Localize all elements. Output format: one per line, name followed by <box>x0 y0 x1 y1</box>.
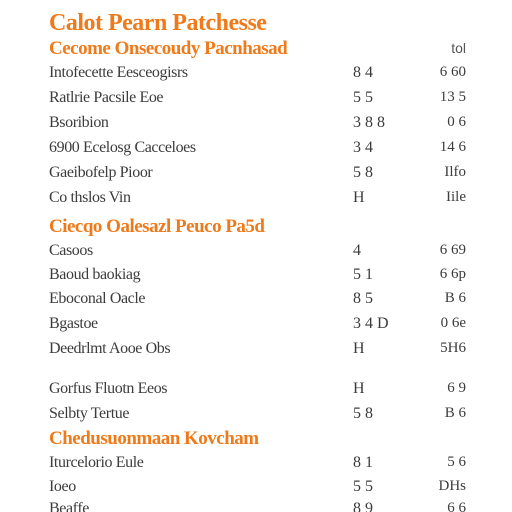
item-label: Bsoribion <box>49 114 109 131</box>
list-item <box>0 64 512 86</box>
item-value-2: 5 6 <box>447 454 466 470</box>
item-value-2: 6 60 <box>439 64 466 80</box>
section-heading-2: Ciecqo Oalesazl Peuco Pa5d <box>49 216 265 237</box>
list-item <box>0 266 512 288</box>
item-value-1: 3 4 <box>353 139 373 156</box>
item-value-1: 8 9 <box>353 500 373 512</box>
item-label: Iturcelorio Eule <box>49 454 144 471</box>
item-value-2: 13 5 <box>439 89 466 105</box>
list-item <box>0 164 512 186</box>
list-item <box>0 139 512 161</box>
item-value-2: 0 6e <box>440 315 466 331</box>
item-value-1: 5 8 <box>353 164 373 181</box>
item-label: Gorfus Fluotn Eeos <box>49 380 168 397</box>
item-value-2: 6 9 <box>447 380 466 396</box>
list-item <box>0 290 512 312</box>
item-label: Eboconal Oacle <box>49 290 146 307</box>
item-value-1: 3 4 D <box>353 315 389 332</box>
item-label: Gaeibofelp Pioor <box>49 164 153 181</box>
item-label: Casoos <box>49 242 93 259</box>
item-value-2: 6 6p <box>439 266 466 282</box>
item-value-2: Ilfo <box>444 164 466 180</box>
item-label: Deedrlmt Aooe Obs <box>49 340 171 357</box>
item-label: Bgastoe <box>49 315 98 332</box>
item-label: Selbty Tertue <box>49 405 130 422</box>
item-value-1: 3 8 8 <box>353 114 385 131</box>
item-label: Ioeo <box>49 478 76 495</box>
item-value-1: 8 1 <box>353 454 373 471</box>
item-value-1: 5 5 <box>353 478 373 495</box>
item-label: Baoud baokiag <box>49 266 141 283</box>
item-value-2: 6 69 <box>439 242 466 258</box>
item-label: Co thslos Vin <box>49 189 131 206</box>
item-label: Intofecette Eesceogisrs <box>49 64 188 81</box>
item-value-1: 5 8 <box>353 405 373 422</box>
item-value-2: DHs <box>438 478 466 494</box>
item-value-1: H <box>353 189 365 206</box>
item-label: 6900 Ecelosg Cacceloes <box>49 139 196 156</box>
item-value-1: 8 4 <box>353 64 373 81</box>
list-item <box>0 89 512 111</box>
section-heading-1: Cecome Onsecoudy Pacnhasad <box>49 38 288 59</box>
item-value-2: Iile <box>446 189 466 205</box>
list-item <box>0 189 512 211</box>
list-item <box>0 380 512 402</box>
list-item <box>0 242 512 264</box>
item-value-1: 4 <box>353 242 361 259</box>
list-item <box>0 114 512 136</box>
item-label: Ratlrie Pacsile Eoe <box>49 89 164 106</box>
page-title: Calot Pearn Patchesse <box>49 10 267 36</box>
item-value-2: 14 6 <box>439 139 466 155</box>
list-item <box>0 454 512 476</box>
item-value-2: 0 6 <box>447 114 466 130</box>
item-value-2: 5H6 <box>440 340 466 356</box>
list-item <box>0 340 512 362</box>
item-value-2: 6 6 <box>447 500 466 512</box>
item-label: Beaffe <box>49 500 89 512</box>
list-item <box>0 405 512 427</box>
list-item <box>0 315 512 337</box>
item-value-1: 5 5 <box>353 89 373 106</box>
list-item <box>0 500 512 512</box>
item-value-1: 5 1 <box>353 266 373 283</box>
item-value-1: H <box>353 380 365 397</box>
item-value-1: 8 5 <box>353 290 373 307</box>
item-value-1: H <box>353 340 365 357</box>
item-value-2: B 6 <box>444 405 466 421</box>
section-heading-4: Chedusuonmaan Kovcham <box>49 428 259 449</box>
list-item <box>0 478 512 500</box>
item-value-2: B 6 <box>444 290 466 306</box>
section-heading-1-right: tol <box>451 40 466 56</box>
